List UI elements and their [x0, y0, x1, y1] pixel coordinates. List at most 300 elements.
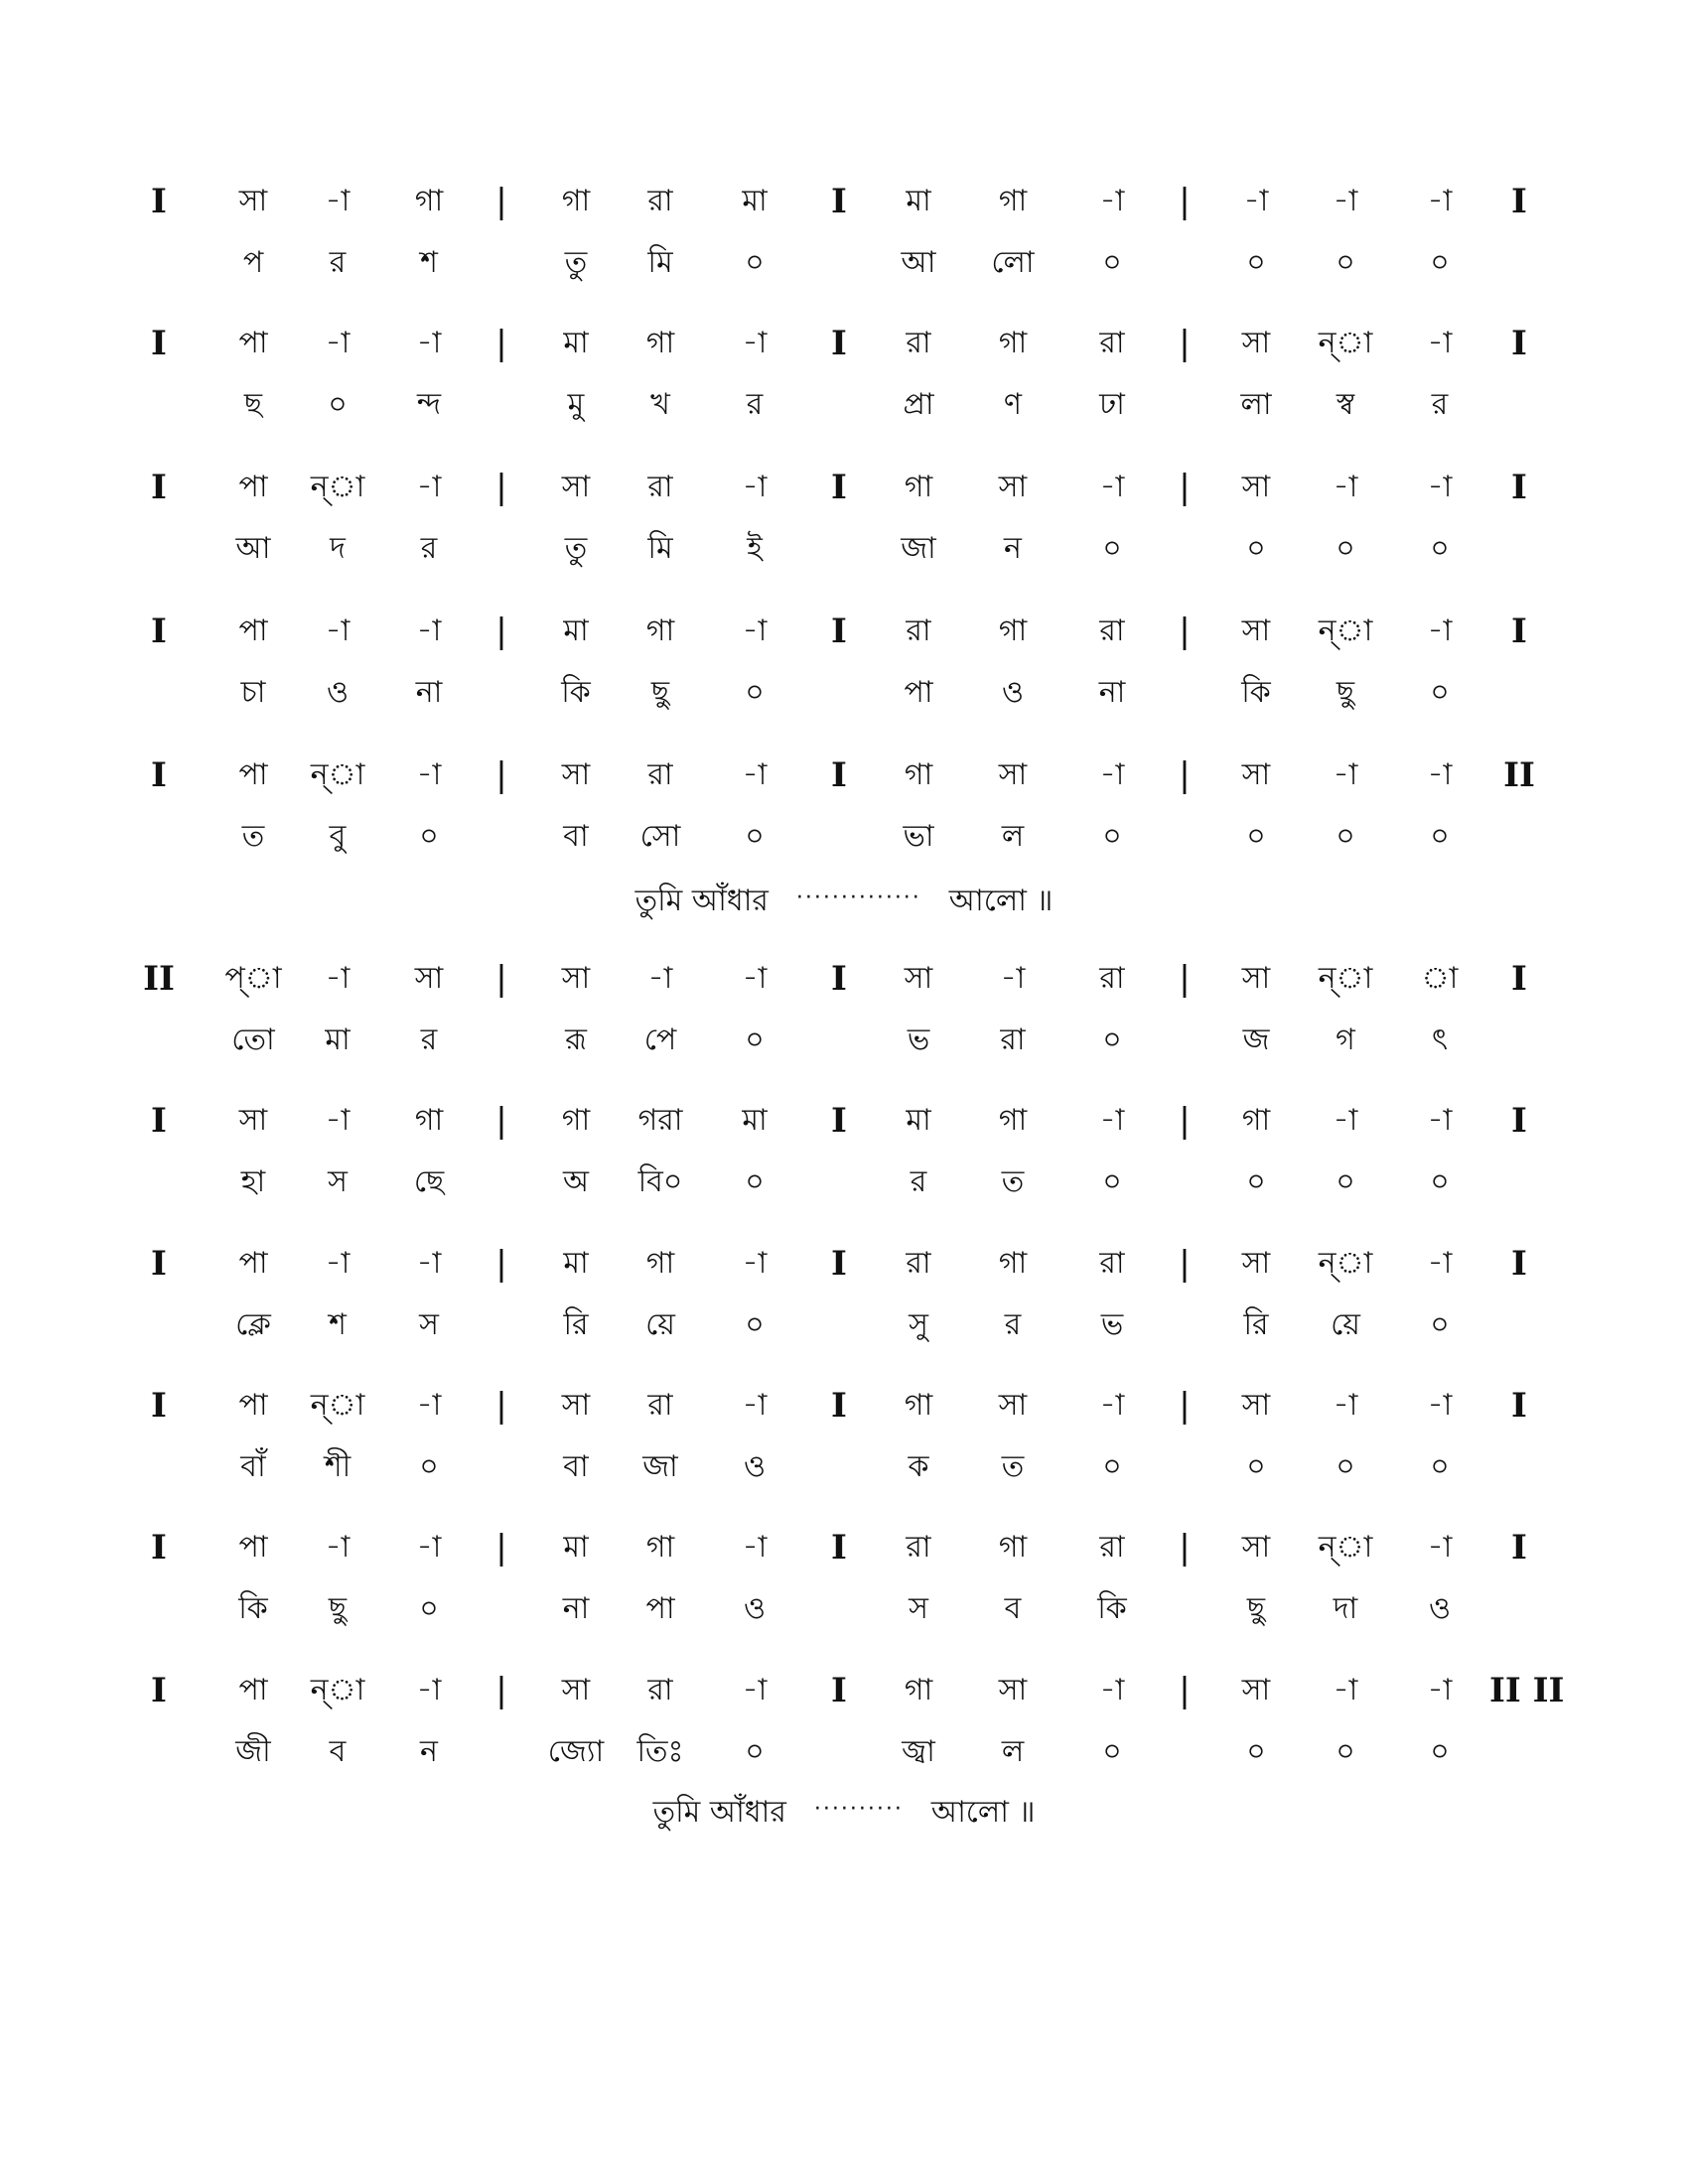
swara-note: ন্‌া — [1318, 1246, 1373, 1281]
bar-line: I — [151, 1386, 167, 1426]
swara-note: গা — [414, 1103, 444, 1138]
beat-divider: | — [1179, 1386, 1191, 1426]
lyric-syllable: মু — [567, 387, 585, 422]
notation-system — [0, 468, 1688, 607]
swara-note: ন্‌া — [1318, 614, 1373, 648]
lyric-syllable: ক্লে — [235, 1307, 271, 1342]
bar-line: I — [831, 1386, 847, 1426]
bar-line: I — [1511, 324, 1527, 363]
notation-system — [0, 755, 1688, 894]
swara-note: সা — [998, 1673, 1028, 1707]
lyric-syllable: ০ — [1430, 1734, 1450, 1769]
beat-divider: | — [1179, 959, 1191, 999]
swara-note: রা — [647, 1388, 673, 1423]
lyric-syllable: দ — [330, 531, 346, 566]
swara-note: সা — [998, 470, 1028, 504]
swara-note: ন্‌া — [1318, 326, 1373, 360]
swara-note: সা — [561, 961, 591, 996]
swara-note: রা — [647, 470, 673, 504]
swara-note: -া — [325, 961, 351, 996]
lyric-syllable: স — [419, 1307, 439, 1342]
bar-line: I — [831, 182, 847, 221]
notation-system — [0, 1101, 1688, 1240]
notation-system — [0, 612, 1688, 751]
swara-note: সা — [904, 961, 933, 996]
bar-line: I — [831, 1528, 847, 1568]
swara-note: সা — [1241, 1246, 1271, 1281]
swara-note: গা — [904, 757, 933, 792]
swara-note: রা — [647, 757, 673, 792]
swara-note: সা — [1241, 326, 1271, 360]
swara-note: -া — [742, 470, 768, 504]
swara-note: -া — [742, 757, 768, 792]
lyric-syllable: কি — [1097, 1591, 1127, 1626]
beat-divider: | — [495, 182, 507, 221]
swara-note: সা — [998, 1388, 1028, 1423]
swara-note: মা — [563, 326, 589, 360]
lyric-syllable: দা — [1333, 1591, 1358, 1626]
swara-note: সা — [1241, 757, 1271, 792]
swara-note: রা — [906, 1530, 931, 1565]
swara-note: সা — [561, 1388, 591, 1423]
swara-note: -া — [1333, 184, 1358, 218]
lyric-syllable: ণ — [1003, 387, 1023, 422]
swara-note: -া — [416, 326, 442, 360]
swara-note: রা — [906, 614, 931, 648]
lyric-syllable: আ — [235, 531, 271, 566]
bar-line: I — [1511, 1101, 1527, 1141]
beat-divider: | — [1179, 612, 1191, 651]
swara-note: -া — [1000, 961, 1026, 996]
swara-note: রা — [647, 1673, 673, 1707]
swara-note: সা — [561, 757, 591, 792]
lyric-syllable: র — [746, 387, 764, 422]
refrain-end: আলো ॥ — [930, 1795, 1036, 1830]
swara-note: মা — [906, 184, 931, 218]
lyric-syllable: ০ — [1102, 819, 1122, 854]
bar-line: I — [831, 755, 847, 795]
lyric-syllable: ব — [1004, 1591, 1022, 1626]
lyric-syllable: বা — [563, 1449, 589, 1484]
swara-note: সা — [414, 961, 444, 996]
swara-note: -া — [1427, 1673, 1453, 1707]
swara-note: রা — [1099, 1246, 1125, 1281]
lyric-syllable: মি — [647, 245, 673, 280]
swara-note: পা — [238, 1673, 268, 1707]
swara-note: পা — [238, 1530, 268, 1565]
refrain-line — [0, 879, 1688, 921]
swara-note: -া — [647, 961, 673, 996]
notation-system — [0, 324, 1688, 463]
lyric-syllable: ত — [1001, 1449, 1025, 1484]
swara-note: রা — [906, 326, 931, 360]
swara-note: -া — [1099, 184, 1125, 218]
lyric-syllable: তু — [564, 531, 588, 566]
swara-note: রা — [1099, 326, 1125, 360]
refrain-start: তুমি আঁধার — [652, 1795, 786, 1830]
lyric-syllable: পে — [643, 1023, 677, 1057]
swara-note: -া — [1333, 1103, 1358, 1138]
lyric-syllable: ০ — [328, 387, 348, 422]
swara-note: মা — [742, 184, 768, 218]
lyric-syllable: পা — [645, 1591, 675, 1626]
bar-line: I — [831, 612, 847, 651]
lyric-syllable: ল — [1001, 819, 1025, 854]
bar-line: I — [151, 755, 167, 795]
lyric-syllable: সু — [909, 1307, 928, 1342]
lyric-syllable: বাঁ — [240, 1449, 266, 1484]
lyric-syllable: ও — [743, 1591, 767, 1626]
lyric-syllable: ০ — [1246, 819, 1266, 854]
swara-note: রা — [1099, 1530, 1125, 1565]
swara-note: -া — [1427, 470, 1453, 504]
swara-note: রা — [1099, 614, 1125, 648]
bar-line: II — [1503, 755, 1535, 795]
lyric-syllable: তিঃ — [636, 1734, 684, 1769]
notation-system — [0, 1671, 1688, 1810]
swara-note: গা — [998, 184, 1028, 218]
swara-note: -া — [325, 1103, 351, 1138]
lyric-syllable: ০ — [1430, 675, 1450, 710]
lyric-syllable: য়ে — [645, 1307, 675, 1342]
lyric-syllable: র — [1004, 1307, 1022, 1342]
beat-divider: | — [1179, 182, 1191, 221]
bar-line: II II — [1489, 1671, 1565, 1710]
beat-divider: | — [495, 959, 507, 999]
lyric-syllable: ত — [1001, 1164, 1025, 1199]
lyric-syllable: বা — [563, 819, 589, 854]
lyric-syllable: ০ — [1102, 1734, 1122, 1769]
lyric-syllable: তো — [231, 1023, 275, 1057]
lyric-syllable: ০ — [745, 819, 765, 854]
lyric-syllable: বু — [329, 819, 347, 854]
swara-note: -া — [1427, 184, 1453, 218]
lyric-syllable: র — [910, 1164, 927, 1199]
lyric-syllable: ০ — [1246, 1449, 1266, 1484]
lyric-syllable: জী — [235, 1734, 271, 1769]
bar-line: I — [831, 1244, 847, 1284]
lyric-syllable: ন্দ — [416, 387, 442, 422]
swara-note: গা — [998, 1246, 1028, 1281]
lyric-syllable: র — [420, 531, 438, 566]
notation-system — [0, 959, 1688, 1098]
lyric-syllable: তু — [564, 245, 588, 280]
swara-note: -া — [1099, 1103, 1125, 1138]
lyric-syllable: ছু — [1336, 675, 1355, 710]
swara-note: া — [1421, 961, 1459, 996]
refrain-line — [0, 1790, 1688, 1833]
lyric-syllable: ৎ — [1431, 1023, 1449, 1057]
refrain-end: আলো ॥ — [948, 884, 1054, 918]
swara-note: -া — [1333, 1673, 1358, 1707]
lyric-syllable: খ — [650, 387, 670, 422]
lyric-syllable: কি — [1241, 675, 1271, 710]
notation-system — [0, 182, 1688, 321]
lyric-syllable: ০ — [745, 245, 765, 280]
bar-line: I — [831, 1101, 847, 1141]
lyric-syllable: কি — [561, 675, 591, 710]
swara-note: গা — [645, 614, 675, 648]
swara-note: -া — [1243, 184, 1269, 218]
beat-divider: | — [1179, 1101, 1191, 1141]
swara-note: মা — [563, 1246, 589, 1281]
lyric-syllable: না — [1098, 675, 1126, 710]
swara-note: গা — [1241, 1103, 1271, 1138]
swara-note: সা — [238, 1103, 268, 1138]
lyric-syllable: ০ — [1102, 531, 1122, 566]
swara-note: গা — [904, 1673, 933, 1707]
lyric-syllable: ০ — [1430, 531, 1450, 566]
bar-line: I — [151, 1671, 167, 1710]
swara-note: সা — [1241, 1388, 1271, 1423]
swara-note: -া — [416, 1246, 442, 1281]
lyric-syllable: পা — [904, 675, 933, 710]
lyric-syllable: ভ — [1100, 1307, 1124, 1342]
swara-note: -া — [325, 1246, 351, 1281]
swara-note: সা — [1241, 614, 1271, 648]
swara-note: পা — [238, 757, 268, 792]
lyric-syllable: র — [1431, 387, 1449, 422]
swara-note: গা — [904, 470, 933, 504]
lyric-syllable: জা — [901, 531, 936, 566]
beat-divider: | — [495, 1671, 507, 1710]
lyric-syllable: ক — [908, 1449, 929, 1484]
lyric-syllable: ০ — [1430, 245, 1450, 280]
lyric-syllable: ছু — [328, 1591, 348, 1626]
swara-note: -া — [416, 614, 442, 648]
lyric-syllable: স — [909, 1591, 928, 1626]
swara-note: -া — [1099, 470, 1125, 504]
beat-divider: | — [1179, 1244, 1191, 1284]
beat-divider: | — [1179, 1671, 1191, 1710]
lyric-syllable: ও — [743, 1449, 767, 1484]
beat-divider: | — [1179, 468, 1191, 507]
swara-note: -া — [416, 470, 442, 504]
swara-note: -া — [1427, 757, 1453, 792]
swara-note: গা — [998, 1103, 1028, 1138]
swara-note: পা — [238, 614, 268, 648]
lyric-syllable: ছে — [413, 1164, 445, 1199]
lyric-syllable: রা — [1000, 1023, 1026, 1057]
swara-note: গা — [645, 1530, 675, 1565]
lyric-syllable: ছু — [1246, 1591, 1266, 1626]
swara-note: সা — [1241, 1530, 1271, 1565]
lyric-syllable: গ — [1336, 1023, 1355, 1057]
lyric-syllable: ০ — [745, 675, 765, 710]
swara-note: পা — [238, 326, 268, 360]
lyric-syllable: রি — [563, 1307, 589, 1342]
lyric-syllable: জ্যো — [547, 1734, 605, 1769]
swara-note: -া — [1333, 757, 1358, 792]
swara-note: গা — [904, 1388, 933, 1423]
swara-note: -া — [1099, 1388, 1125, 1423]
lyric-syllable: ০ — [419, 819, 439, 854]
lyric-syllable: ভ — [907, 1023, 930, 1057]
swara-note: রা — [906, 1246, 931, 1281]
swara-note: প্‌া — [224, 961, 282, 996]
swara-note: ন্‌া — [1318, 1530, 1373, 1565]
beat-divider: | — [1179, 324, 1191, 363]
lyric-syllable: শ — [420, 245, 438, 280]
lyric-syllable: ০ — [1102, 245, 1122, 280]
swara-note: -া — [1333, 1388, 1358, 1423]
lyric-syllable: ন — [1004, 531, 1022, 566]
swara-note: সা — [1241, 1673, 1271, 1707]
lyric-syllable: জ — [1242, 1023, 1270, 1057]
swara-note: সা — [238, 184, 268, 218]
swara-note: -া — [416, 757, 442, 792]
swara-note: -া — [416, 1388, 442, 1423]
lyric-syllable: প — [242, 245, 264, 280]
beat-divider: | — [495, 324, 507, 363]
lyric-syllable: ভা — [903, 819, 934, 854]
swara-note: ন্‌া — [310, 1388, 365, 1423]
bar-line: I — [831, 468, 847, 507]
lyric-syllable: ০ — [1246, 245, 1266, 280]
notation-system — [0, 1386, 1688, 1525]
swara-note: -া — [325, 326, 351, 360]
bar-line: I — [1511, 612, 1527, 651]
lyric-syllable: ও — [1428, 1591, 1452, 1626]
swara-note: -া — [742, 1530, 768, 1565]
swara-note: রা — [647, 184, 673, 218]
bar-line: II — [143, 959, 175, 999]
lyric-syllable: ০ — [1336, 1164, 1355, 1199]
swara-note: মা — [742, 1103, 768, 1138]
swara-note: মা — [563, 614, 589, 648]
lyric-syllable: ০ — [1102, 1449, 1122, 1484]
swara-note: সা — [561, 470, 591, 504]
lyric-syllable: মা — [325, 1023, 351, 1057]
lyric-syllable: সো — [639, 819, 681, 854]
swara-note: গা — [561, 184, 591, 218]
swara-note: -া — [742, 326, 768, 360]
lyric-syllable: ত — [241, 819, 265, 854]
swara-note: -া — [1427, 1530, 1453, 1565]
lyric-syllable: ০ — [745, 1164, 765, 1199]
refrain-start: তুমি আঁধার — [634, 884, 769, 918]
lyric-syllable: ০ — [1102, 1164, 1122, 1199]
refrain-dots: ·········· — [813, 1797, 904, 1822]
beat-divider: | — [495, 755, 507, 795]
swara-note: গরা — [637, 1103, 683, 1138]
swara-note: -া — [1099, 757, 1125, 792]
lyric-syllable: স — [328, 1164, 348, 1199]
swara-note: মা — [906, 1103, 931, 1138]
bar-line: I — [151, 182, 167, 221]
swara-note: সা — [561, 1673, 591, 1707]
swara-note: সা — [1241, 961, 1271, 996]
notation-system — [0, 1528, 1688, 1667]
lyric-syllable: লা — [1240, 387, 1272, 422]
swara-note: গা — [998, 1530, 1028, 1565]
bar-line: I — [151, 1244, 167, 1284]
lyric-syllable: ০ — [1430, 1449, 1450, 1484]
lyric-syllable: শ — [329, 1307, 347, 1342]
beat-divider: | — [495, 1528, 507, 1568]
swara-note: -া — [325, 614, 351, 648]
lyric-syllable: ০ — [1246, 531, 1266, 566]
beat-divider: | — [495, 1386, 507, 1426]
swara-note: গা — [561, 1103, 591, 1138]
lyric-syllable: ০ — [1336, 1734, 1355, 1769]
swara-note: -া — [416, 1530, 442, 1565]
swara-note: গা — [645, 326, 675, 360]
lyric-syllable: য়ে — [1331, 1307, 1360, 1342]
bar-line: I — [151, 1101, 167, 1141]
lyric-syllable: চা — [240, 675, 266, 710]
swara-note: ন্‌া — [310, 1673, 365, 1707]
lyric-syllable: ছু — [650, 675, 670, 710]
refrain-dots: ·············· — [795, 886, 921, 910]
beat-divider: | — [495, 612, 507, 651]
swara-note: -া — [1427, 326, 1453, 360]
lyric-syllable: ০ — [745, 1734, 765, 1769]
lyric-syllable: ০ — [1102, 1023, 1122, 1057]
bar-line: I — [1511, 1386, 1527, 1426]
lyric-syllable: ০ — [419, 1591, 439, 1626]
swara-note: পা — [238, 1388, 268, 1423]
lyric-syllable: স্ব — [1336, 387, 1355, 422]
bar-line: I — [1511, 468, 1527, 507]
lyric-syllable: ০ — [1336, 1449, 1355, 1484]
lyric-syllable: ০ — [745, 1023, 765, 1057]
swara-note: ন্‌া — [310, 757, 365, 792]
swara-note: -া — [742, 1246, 768, 1281]
lyric-syllable: অ — [563, 1164, 589, 1199]
bar-line: I — [151, 324, 167, 363]
swara-note: গা — [645, 1246, 675, 1281]
lyric-syllable: ও — [326, 675, 350, 710]
swara-note: ন্‌া — [310, 470, 365, 504]
swara-note: -া — [742, 614, 768, 648]
beat-divider: | — [495, 1244, 507, 1284]
swara-note: -া — [1427, 1388, 1453, 1423]
swara-note: গা — [998, 614, 1028, 648]
swara-note: -া — [1427, 1246, 1453, 1281]
bar-line: I — [831, 324, 847, 363]
beat-divider: | — [1179, 1528, 1191, 1568]
swara-note: -া — [416, 1673, 442, 1707]
bar-line: I — [831, 1671, 847, 1710]
lyric-syllable: লো — [991, 245, 1035, 280]
swara-note: পা — [238, 1246, 268, 1281]
lyric-syllable: কি — [238, 1591, 268, 1626]
lyric-syllable: ছ — [243, 387, 263, 422]
lyric-syllable: ০ — [1430, 1307, 1450, 1342]
lyric-syllable: ব — [329, 1734, 347, 1769]
lyric-syllable: মি — [647, 531, 673, 566]
swara-note: -া — [1333, 470, 1358, 504]
bar-line: I — [151, 612, 167, 651]
lyric-syllable: ০ — [1336, 245, 1355, 280]
swara-note: রা — [1099, 961, 1125, 996]
lyric-syllable: ০ — [1336, 819, 1355, 854]
swara-note: সা — [1241, 470, 1271, 504]
lyric-syllable: ই — [747, 531, 763, 566]
lyric-syllable: ০ — [1246, 1734, 1266, 1769]
swara-note: পা — [238, 470, 268, 504]
beat-divider: | — [495, 1101, 507, 1141]
swara-note: মা — [563, 1530, 589, 1565]
lyric-syllable: ল — [1001, 1734, 1025, 1769]
lyric-syllable: জা — [642, 1449, 678, 1484]
bar-line: I — [151, 468, 167, 507]
beat-divider: | — [495, 468, 507, 507]
bar-line: I — [1511, 959, 1527, 999]
notation-system — [0, 1244, 1688, 1383]
bar-line: I — [831, 959, 847, 999]
